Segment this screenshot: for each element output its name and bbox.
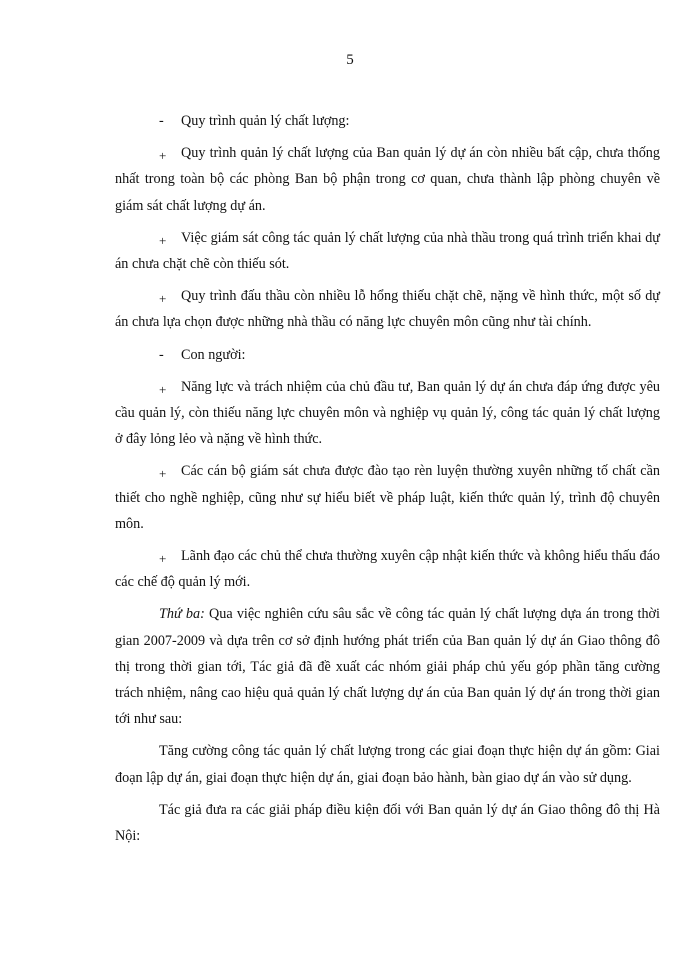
- plus-marker: +: [159, 551, 167, 567]
- paragraph-people-heading: [115, 342, 660, 368]
- dash-marker: -: [159, 113, 164, 129]
- paragraph-text: Con người:: [181, 346, 246, 363]
- paragraph-text: Qua việc nghiên cứu sâu sắc về công tác quản lý chất lượng dựa án trong thời gian 2007-2009 và dựa trên cơ sở định hướng phát triển của Ban quản lý dự án Giao thông đô thị trong thời gian tới, Tác giả đã đề xuất các nhóm giải pháp chủ yếu góp phần tăng cường trách nhiệm, nâng cao hiệu quả quản lý chất lượng dự án của Ban quản lý dự án trong thời gian tới như sau:: [115, 606, 660, 728]
- paragraph-quality-process-3: [115, 283, 660, 335]
- paragraph-quality-process-2: [115, 225, 660, 277]
- paragraph-solutions-intro: [115, 797, 660, 849]
- paragraph-text: Tăng cường công tác quản lý chất lượng trong các giai đoạn thực hiện dự án gồm: Giai đoạn lập dự án, giai đoạn thực hiện dự án, giai đoạn bảo hành, bàn giao dự án vào sử dụng.: [115, 743, 660, 786]
- paragraph-people-1: [115, 374, 660, 453]
- page-number: 5: [346, 52, 354, 68]
- paragraph-text: Quy trình đấu thầu còn nhiều lỗ hổng thiếu chặt chẽ, nặng về hình thức, một số dự án chưa lựa chọn được những nhà thầu có năng lực chuyên môn cũng như tài chính.: [115, 288, 660, 331]
- paragraph-text: Năng lực và trách nhiệm của chủ đầu tư, Ban quản lý dự án chưa đáp ứng được yêu cầu quản lý, còn thiếu năng lực chuyên môn và nghiệp vụ quản lý, công tác quản lý chất lượng ở đây lỏng lẻo và nặng về hình thức.: [115, 378, 660, 448]
- body-text: [115, 108, 660, 855]
- paragraph-lead: Thứ ba:: [159, 606, 205, 623]
- paragraph-quality-process-1: [115, 140, 660, 219]
- dash-marker: -: [159, 346, 164, 363]
- paragraph-quality-process-heading: [115, 108, 660, 134]
- paragraph-people-3: [115, 543, 660, 595]
- plus-marker: +: [159, 232, 167, 248]
- paragraph-third-point: [115, 601, 660, 732]
- plus-marker: +: [159, 466, 167, 482]
- paragraph-text: Các cán bộ giám sát chưa được đào tạo rèn luyện thường xuyên những tố chất cần thiết cho nghề nghiệp, cũng như sự hiểu biết về pháp luật, kiến thức quản lý, trình độ chuyên môn.: [115, 463, 660, 532]
- paragraph-text: Tác giả đưa ra các giải pháp điều kiện đối với Ban quản lý dự án Giao thông đô thị Hà Nội:: [115, 801, 660, 845]
- paragraph-text: Quy trình quản lý chất lượng của Ban quản lý dự án còn nhiều bất cập, chưa thống nhất trong toàn bộ các phòng Ban bộ phận trong cơ quan, chưa thành lập phòng chuyên về giám sát chất lượng dự án.: [115, 145, 660, 214]
- paragraph-text: Lãnh đạo các chủ thể chưa thường xuyên cập nhật kiến thức và không hiểu thấu đáo các chế độ quản lý mới.: [115, 548, 660, 591]
- paragraph-people-2: [115, 458, 660, 537]
- paragraph-strengthen-quality: [115, 738, 660, 790]
- plus-marker: +: [159, 148, 167, 164]
- plus-marker: +: [159, 381, 167, 397]
- paragraph-text: Quy trình quản lý chất lượng:: [181, 113, 350, 129]
- paragraph-text: Việc giám sát công tác quản lý chất lượng của nhà thầu trong quá trình triển khai dự án chưa chặt chẽ còn thiếu sót.: [115, 229, 660, 273]
- plus-marker: +: [159, 291, 167, 307]
